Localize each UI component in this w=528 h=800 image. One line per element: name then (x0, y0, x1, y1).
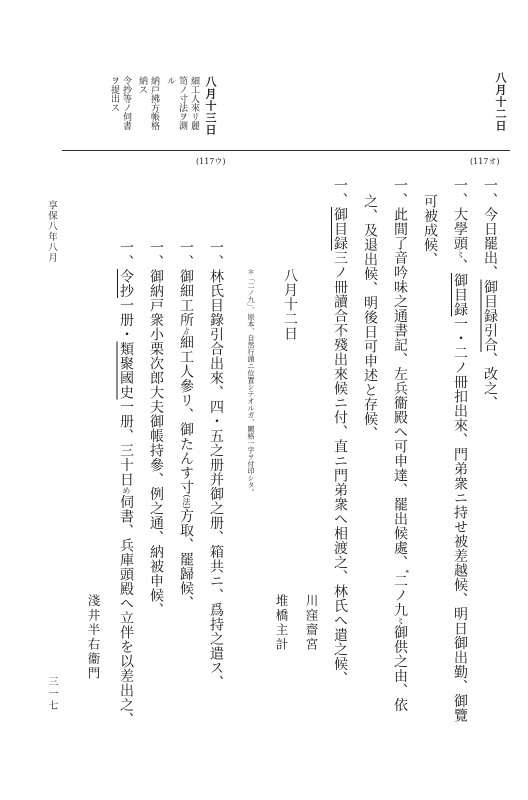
left-date-heading: 八月十三日 (204, 76, 217, 136)
text-line-9: 一、御納戸衆小栗次郎大夫御帳持參、例之通、納被申候、 (148, 240, 164, 617)
text-line-4: 一、此間了音吟味之通書記、左兵衞殿へ可申達、罷出候處、*二ノ九〻御供之由、依 (392, 178, 410, 712)
text-line-2: 一、大學頭〻、御目録一・二ノ冊扣出來、門弟衆ニ持せ被差越候、明日御出勤、御覽 (452, 178, 468, 723)
text-line-1: 一、今日罷出、御目録引合、改之、 (482, 178, 498, 410)
text-line-7: 一、林氏目錄引合出來、四・五之册并御之册、箱共ニ、爲持之遣ス、 (208, 240, 224, 690)
era-header: 享保八年八月 (46, 200, 57, 263)
right-date-heading: 八月十二日 (494, 72, 507, 132)
text-line-10: 一、令抄一册・類聚國史一册、三十日め伺書、兵庫頭殿へ立伴を以差出之、 (118, 240, 134, 727)
text-line-6: 一、御目録三ノ冊讀合不殘出來候ニ付、直ニ門弟衆へ相渡之、林氏へ遣之候、 (332, 178, 348, 686)
text-line-8: 一、御細工所ゟ細工人參リ、御たんす寸(法)方取、罷歸候、 (178, 240, 194, 611)
page-label-right: (117オ) (470, 157, 500, 166)
margin-note: 細工人來リ麗 (189, 76, 199, 130)
header-rule (62, 150, 510, 151)
margin-note: 令抄等ノ伺書 (121, 76, 131, 130)
signature-asai: 淺井半右衞門 (86, 594, 101, 681)
page-label-left: (117ウ) (196, 157, 226, 166)
margin-note: 笥ノ寸法ヲ測 (177, 76, 187, 130)
signature-kawakubo: 川窪齋宮 (304, 594, 319, 652)
margin-note: 納戸拂方帳格 (149, 76, 159, 130)
footnote: ＊「二ノ九」、原本、自然行頭ニ位置シテオルガ、闕格一字ヲ付印シタ。 (247, 268, 255, 496)
signature-tsutsumihashi: 堆橋主計 (274, 594, 289, 652)
text-line-5: 之、及退出候、明後日可申述と存候、 (362, 194, 378, 441)
page-number: 三一七 (46, 676, 57, 712)
margin-note: ヲ提出ス (109, 76, 119, 112)
margin-note: ル (165, 76, 175, 85)
date-entry: 八月十二日 (282, 268, 298, 341)
margin-note: 納ス (137, 76, 147, 94)
text-line-3: 可被成候、 (422, 194, 438, 267)
